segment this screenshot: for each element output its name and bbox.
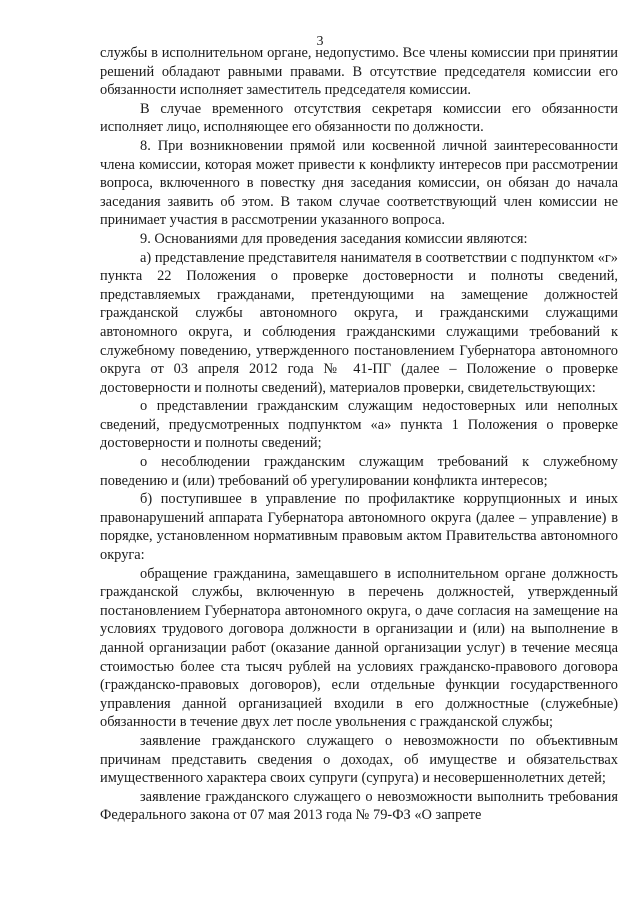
paragraph-item-9b-citizen-appeal: обращение гражданина, замещавшего в исполнительном органе должность гражданской службы, включенную в перечень должностей, утвержденный постановлением Губернатора автономного округа, о даче согласия на замещение на условиях трудового договора должности в организации и (или) на выполнение в данной организации работ (оказание данной организации услуг) в течение месяца стоимостью более ста тысяч рублей на условиях гражданско-правового договора (гражданско-правовых договоров), если отдельные функции государственного управления данной организацией входили в его должностные (служебные) обязанности в течение двух лет после увольнения с гражданской службы; — [100, 565, 618, 731]
paragraph-item-9: 9. Основаниями для проведения заседания комиссии являются: — [140, 230, 528, 247]
paragraph-item-9a-noncompliance: о несоблюдении гражданским служащим требований к служебному поведению и (или) требований об урегулировании конфликта интересов; — [100, 454, 618, 489]
paragraph-item-9b-income-statement: заявление гражданского служащего о невозможности по объективным причинам представить сведения о доходах, об имуществе и обязательствах имущественного характера своих супруги (супруга) и несовершеннолетних детей; — [100, 732, 618, 787]
paragraph-secretary-absence: В случае временного отсутствия секретаря комиссии его обязанности исполняет лицо, исполняющее его обязанности по должности. — [100, 100, 618, 136]
paragraph-item-9b: б) поступившее в управление по профилактике коррупционных и иных правонарушений аппарата Губернатора автономного округа (далее – управление) в порядке, установленном нормативным правовым актом Правительства автономного округа: — [100, 491, 618, 564]
paragraph-item-8: 8. При возникновении прямой или косвенной личной заинтересованности члена комиссии, которая может привести к конфликту интересов при рассмотрении вопроса, включенного в повестку дня заседания комиссии, он обязан до начала заседания заявить об этом. В таком случае соответствующий член комиссии не принимает участия в рассмотрении указанного вопроса. — [100, 137, 618, 229]
page-number: 3 — [316, 34, 324, 49]
paragraph-continuation: службы в исполнительном органе, недопустимо. Все члены комиссии при принятии решений обладают равными правами. В отсутствие председателя комиссии его обязанности исполняет заместитель председателя комиссии. — [100, 45, 618, 99]
paragraph-item-9a-false-info: о представлении гражданским служащим недостоверных или неполных сведений, предусмотренных подпунктом «а» пункта 1 Положения о проверке достоверности и полноты сведений; — [100, 398, 618, 452]
paragraph-item-9b-federal-law: заявление гражданского служащего о невозможности выполнить требования Федерального закона от 07 мая 2013 года № 79-ФЗ «О запрете — [100, 788, 618, 824]
paragraph-item-9a: а) представление представителя нанимателя в соответствии с подпунктом «г» пункта 22 Положения о проверке достоверности и полноты сведений, представляемых гражданами, претендующими на замещение должностей гражданской службы автономного округа, и гражданскими служащими автономного округа, и соблюдения гражданскими служащими требований к служебному поведению, утвержденного постановлением Губернатора автономного округа от 03 апреля 2012 года № 41-ПГ (далее – Положение о проверке достоверности и полноты сведений), материалов проверки, свидетельствующих: — [100, 249, 618, 396]
